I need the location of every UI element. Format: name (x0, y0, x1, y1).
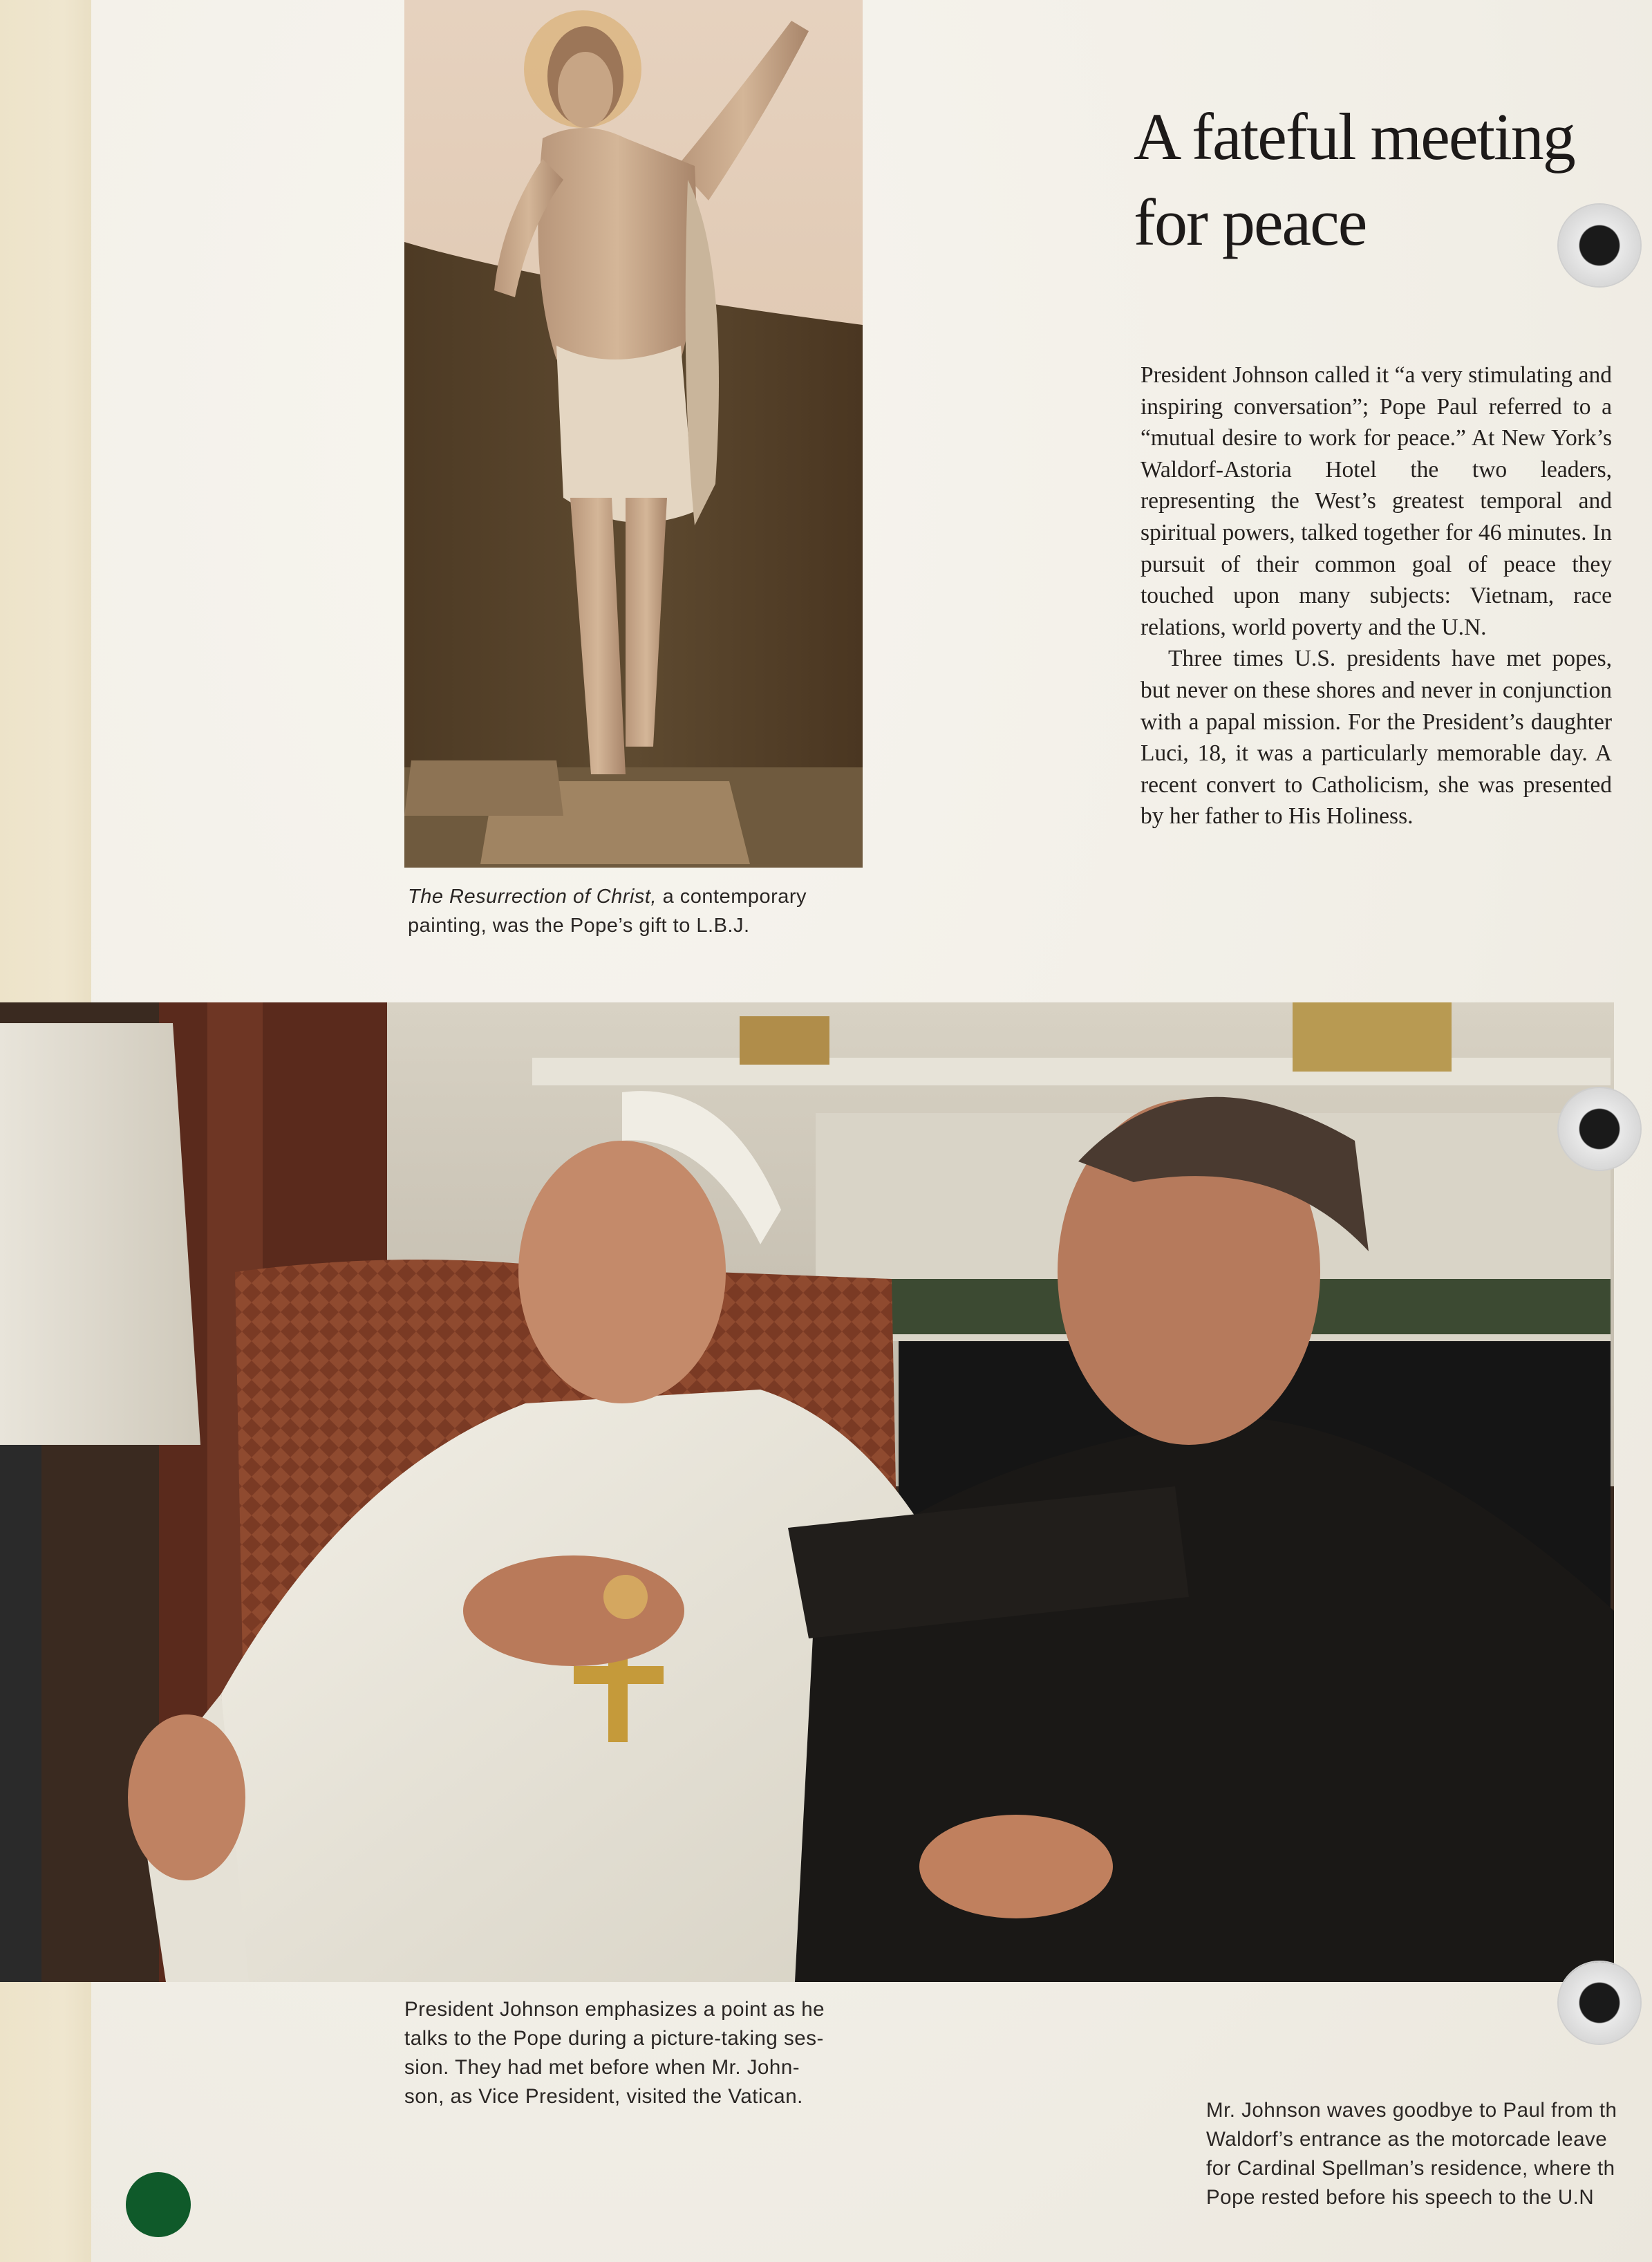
side-caption-line4: Pope rested before his speech to the U.N (1206, 2186, 1595, 2209)
side-caption-line2: Waldorf’s entrance as the motorcade leave (1206, 2128, 1608, 2151)
side-caption-line1: Mr. Johnson waves goodbye to Paul from th (1206, 2099, 1617, 2122)
headline-line1: A fateful meeting (1134, 100, 1575, 174)
photo-caption (404, 1995, 874, 2111)
green-mark (126, 2172, 191, 2237)
photo-caption-line3: sion. They had met before when Mr. John- (404, 2056, 800, 2079)
painting-caption-line1: a contemporary (657, 886, 807, 908)
binder-hole-top (1559, 205, 1640, 286)
page-headline (1134, 94, 1631, 265)
headline-line2: for peace (1134, 185, 1367, 259)
side-caption-line3: for Cardinal Spellman’s residence, where th (1206, 2157, 1615, 2180)
article-body (1141, 359, 1612, 832)
painting-caption-line2: painting, was the Pope’s gift to L.B.J. (408, 915, 750, 937)
painting-caption (408, 882, 878, 940)
binder-hole-bottom (1559, 1962, 1640, 2044)
article-paragraph-2: Three times U.S. presidents have met popes, but never on these shores and never in conjunction with a papal mission. For the President’s daughter Luci, 18, it was a particularly memorable day. A recent convert to Catholicism, she was presented by her father to His Holiness. (1141, 646, 1612, 830)
photo-caption-line4: son, as Vice President, visited the Vatican. (404, 2085, 803, 2108)
pope-johnson-photo (0, 1002, 1614, 1982)
article-paragraph-1: President Johnson called it “a very stimulating and inspiring conversation”; Pope Paul referred to a “mutual desire to work for peace.” At New York’s Waldorf-Astoria Hotel the two leaders, representing the West’s greatest temporal and spiritual powers, talked together for 46 minutes. In pursuit of their common goal of peace they touched upon many subjects: Vietnam, race relations, world poverty and the U.N. (1141, 362, 1612, 640)
photo-caption-line1: President Johnson emphasizes a point as he (404, 1998, 825, 2021)
binder-hole-middle (1559, 1088, 1640, 1170)
photo-caption-line2: talks to the Pope during a picture-taking ses- (404, 2027, 824, 2050)
painting-title: The Resurrection of Christ, (408, 886, 657, 908)
side-caption (1206, 2096, 1652, 2212)
resurrection-painting (404, 0, 863, 868)
